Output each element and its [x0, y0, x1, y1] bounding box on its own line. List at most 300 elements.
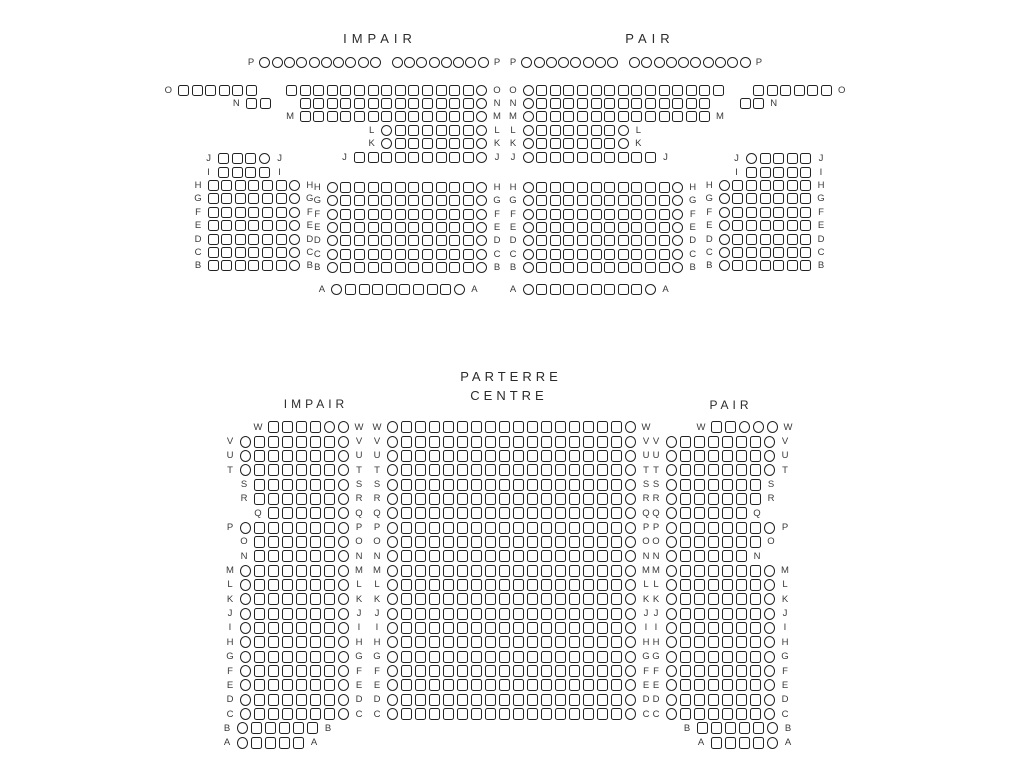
seat[interactable]: [708, 651, 719, 663]
seat[interactable]: [719, 247, 730, 258]
seat[interactable]: [764, 636, 775, 648]
seat[interactable]: [527, 565, 538, 577]
seat[interactable]: [678, 57, 689, 68]
seat[interactable]: [541, 622, 552, 634]
seat[interactable]: [583, 550, 594, 562]
seat[interactable]: [268, 421, 279, 433]
seat[interactable]: [722, 708, 733, 720]
seat[interactable]: [368, 182, 379, 193]
seat[interactable]: [787, 234, 798, 245]
seat[interactable]: [338, 421, 349, 433]
seat[interactable]: [659, 182, 670, 193]
seat[interactable]: [536, 182, 547, 193]
seat[interactable]: [296, 579, 307, 591]
seat[interactable]: [583, 708, 594, 720]
seat[interactable]: [722, 464, 733, 476]
seat[interactable]: [499, 708, 510, 720]
seat[interactable]: [659, 85, 670, 96]
seat[interactable]: [550, 98, 561, 109]
seat[interactable]: [694, 651, 705, 663]
seat[interactable]: [708, 550, 719, 562]
seat[interactable]: [449, 125, 460, 136]
seat[interactable]: [680, 522, 691, 534]
seat[interactable]: [672, 249, 683, 260]
seat[interactable]: [711, 421, 722, 433]
seat[interactable]: [523, 284, 534, 295]
seat[interactable]: [443, 493, 454, 505]
seat[interactable]: [536, 138, 547, 149]
seat[interactable]: [699, 98, 710, 109]
seat[interactable]: [485, 565, 496, 577]
seat[interactable]: [368, 98, 379, 109]
seat[interactable]: [577, 209, 588, 220]
seat[interactable]: [415, 536, 426, 548]
seat[interactable]: [736, 565, 747, 577]
seat[interactable]: [471, 636, 482, 648]
seat[interactable]: [449, 222, 460, 233]
seat[interactable]: [563, 138, 574, 149]
seat[interactable]: [268, 593, 279, 605]
seat[interactable]: [485, 622, 496, 634]
seat[interactable]: [436, 138, 447, 149]
seat[interactable]: [631, 195, 642, 206]
seat[interactable]: [577, 262, 588, 273]
seat[interactable]: [523, 111, 534, 122]
seat[interactable]: [282, 464, 293, 476]
seat[interactable]: [408, 209, 419, 220]
seat[interactable]: [499, 608, 510, 620]
seat[interactable]: [591, 209, 602, 220]
seat[interactable]: [555, 622, 566, 634]
seat[interactable]: [401, 479, 412, 491]
seat[interactable]: [387, 579, 398, 591]
seat[interactable]: [541, 507, 552, 519]
seat[interactable]: [760, 220, 771, 231]
seat[interactable]: [443, 507, 454, 519]
seat[interactable]: [591, 195, 602, 206]
seat[interactable]: [381, 138, 392, 149]
seat[interactable]: [787, 207, 798, 218]
seat[interactable]: [282, 565, 293, 577]
seat[interactable]: [536, 111, 547, 122]
seat[interactable]: [736, 593, 747, 605]
seat[interactable]: [555, 550, 566, 562]
seat[interactable]: [541, 522, 552, 534]
seat[interactable]: [395, 111, 406, 122]
seat[interactable]: [354, 111, 365, 122]
seat[interactable]: [604, 85, 615, 96]
seat[interactable]: [254, 593, 265, 605]
seat[interactable]: [395, 125, 406, 136]
seat[interactable]: [708, 493, 719, 505]
seat[interactable]: [457, 679, 468, 691]
seat[interactable]: [429, 636, 440, 648]
seat[interactable]: [240, 593, 251, 605]
seat[interactable]: [764, 679, 775, 691]
seat[interactable]: [736, 479, 747, 491]
seat[interactable]: [631, 111, 642, 122]
seat[interactable]: [583, 636, 594, 648]
seat[interactable]: [296, 479, 307, 491]
seat[interactable]: [354, 85, 365, 96]
seat[interactable]: [527, 679, 538, 691]
seat[interactable]: [618, 262, 629, 273]
seat[interactable]: [296, 450, 307, 462]
seat[interactable]: [268, 450, 279, 462]
seat[interactable]: [527, 608, 538, 620]
seat[interactable]: [555, 421, 566, 433]
seat[interactable]: [354, 182, 365, 193]
seat[interactable]: [296, 464, 307, 476]
seat[interactable]: [324, 708, 335, 720]
seat[interactable]: [569, 708, 580, 720]
seat[interactable]: [773, 260, 784, 271]
seat[interactable]: [401, 622, 412, 634]
seat[interactable]: [550, 284, 561, 295]
seat[interactable]: [254, 608, 265, 620]
seat[interactable]: [666, 550, 677, 562]
seat[interactable]: [368, 249, 379, 260]
seat[interactable]: [296, 593, 307, 605]
seat[interactable]: [443, 436, 454, 448]
seat[interactable]: [577, 182, 588, 193]
seat[interactable]: [387, 565, 398, 577]
seat[interactable]: [268, 694, 279, 706]
seat[interactable]: [750, 636, 761, 648]
seat[interactable]: [415, 593, 426, 605]
seat[interactable]: [760, 153, 771, 164]
seat[interactable]: [555, 608, 566, 620]
seat[interactable]: [607, 57, 618, 68]
seat[interactable]: [625, 636, 636, 648]
seat[interactable]: [422, 222, 433, 233]
seat[interactable]: [618, 209, 629, 220]
seat[interactable]: [415, 679, 426, 691]
seat[interactable]: [536, 262, 547, 273]
seat[interactable]: [354, 209, 365, 220]
seat[interactable]: [327, 235, 338, 246]
seat[interactable]: [401, 421, 412, 433]
seat[interactable]: [631, 98, 642, 109]
seat[interactable]: [618, 111, 629, 122]
seat[interactable]: [583, 436, 594, 448]
seat[interactable]: [513, 522, 524, 534]
seat[interactable]: [324, 665, 335, 677]
seat[interactable]: [583, 522, 594, 534]
seat[interactable]: [686, 85, 697, 96]
seat[interactable]: [736, 608, 747, 620]
seat[interactable]: [577, 195, 588, 206]
seat[interactable]: [625, 464, 636, 476]
seat[interactable]: [764, 665, 775, 677]
seat[interactable]: [354, 98, 365, 109]
seat[interactable]: [499, 493, 510, 505]
seat[interactable]: [282, 507, 293, 519]
seat[interactable]: [659, 195, 670, 206]
seat[interactable]: [499, 636, 510, 648]
seat[interactable]: [443, 550, 454, 562]
seat[interactable]: [268, 651, 279, 663]
seat[interactable]: [240, 436, 251, 448]
seat[interactable]: [672, 262, 683, 273]
seat[interactable]: [401, 550, 412, 562]
seat[interactable]: [631, 209, 642, 220]
seat[interactable]: [443, 522, 454, 534]
seat[interactable]: [694, 536, 705, 548]
seat[interactable]: [457, 636, 468, 648]
seat[interactable]: [471, 450, 482, 462]
seat[interactable]: [178, 85, 189, 96]
seat[interactable]: [555, 450, 566, 462]
seat[interactable]: [618, 249, 629, 260]
seat[interactable]: [415, 507, 426, 519]
seat[interactable]: [597, 622, 608, 634]
seat[interactable]: [536, 85, 547, 96]
seat[interactable]: [569, 522, 580, 534]
seat[interactable]: [324, 608, 335, 620]
seat[interactable]: [246, 98, 257, 109]
seat[interactable]: [625, 694, 636, 706]
seat[interactable]: [436, 209, 447, 220]
seat[interactable]: [387, 493, 398, 505]
seat[interactable]: [527, 522, 538, 534]
seat[interactable]: [625, 550, 636, 562]
seat[interactable]: [499, 622, 510, 634]
seat[interactable]: [268, 565, 279, 577]
seat[interactable]: [436, 249, 447, 260]
seat[interactable]: [569, 579, 580, 591]
seat[interactable]: [625, 593, 636, 605]
seat[interactable]: [457, 708, 468, 720]
seat[interactable]: [740, 57, 751, 68]
seat[interactable]: [443, 636, 454, 648]
seat[interactable]: [240, 651, 251, 663]
seat[interactable]: [645, 182, 656, 193]
seat[interactable]: [694, 464, 705, 476]
seat[interactable]: [750, 450, 761, 462]
seat[interactable]: [680, 708, 691, 720]
seat[interactable]: [268, 665, 279, 677]
seat[interactable]: [697, 722, 708, 734]
seat[interactable]: [680, 665, 691, 677]
seat[interactable]: [401, 708, 412, 720]
seat[interactable]: [750, 708, 761, 720]
seat[interactable]: [625, 536, 636, 548]
seat[interactable]: [268, 708, 279, 720]
seat[interactable]: [327, 249, 338, 260]
seat[interactable]: [555, 479, 566, 491]
seat[interactable]: [415, 708, 426, 720]
seat[interactable]: [541, 636, 552, 648]
seat[interactable]: [618, 138, 629, 149]
seat[interactable]: [415, 493, 426, 505]
seat[interactable]: [527, 694, 538, 706]
seat[interactable]: [513, 636, 524, 648]
seat[interactable]: [746, 193, 757, 204]
seat[interactable]: [550, 222, 561, 233]
seat[interactable]: [296, 536, 307, 548]
seat[interactable]: [310, 593, 321, 605]
seat[interactable]: [780, 85, 791, 96]
seat[interactable]: [555, 507, 566, 519]
seat[interactable]: [345, 284, 356, 295]
seat[interactable]: [471, 694, 482, 706]
seat[interactable]: [800, 234, 811, 245]
seat[interactable]: [422, 85, 433, 96]
seat[interactable]: [555, 522, 566, 534]
seat[interactable]: [680, 579, 691, 591]
seat[interactable]: [550, 262, 561, 273]
seat[interactable]: [604, 98, 615, 109]
seat[interactable]: [422, 209, 433, 220]
seat[interactable]: [476, 85, 487, 96]
seat[interactable]: [401, 464, 412, 476]
seat[interactable]: [611, 565, 622, 577]
seat[interactable]: [577, 125, 588, 136]
seat[interactable]: [381, 209, 392, 220]
seat[interactable]: [672, 209, 683, 220]
seat[interactable]: [293, 737, 304, 749]
seat[interactable]: [436, 235, 447, 246]
seat[interactable]: [773, 234, 784, 245]
seat[interactable]: [694, 522, 705, 534]
seat[interactable]: [563, 249, 574, 260]
seat[interactable]: [354, 262, 365, 273]
seat[interactable]: [476, 209, 487, 220]
seat[interactable]: [272, 57, 283, 68]
seat[interactable]: [536, 235, 547, 246]
seat[interactable]: [618, 85, 629, 96]
seat[interactable]: [401, 565, 412, 577]
seat[interactable]: [591, 85, 602, 96]
seat[interactable]: [694, 493, 705, 505]
seat[interactable]: [736, 636, 747, 648]
seat[interactable]: [415, 565, 426, 577]
seat[interactable]: [408, 235, 419, 246]
seat[interactable]: [340, 249, 351, 260]
seat[interactable]: [429, 522, 440, 534]
seat[interactable]: [387, 694, 398, 706]
seat[interactable]: [254, 708, 265, 720]
seat[interactable]: [429, 479, 440, 491]
seat[interactable]: [513, 593, 524, 605]
seat[interactable]: [310, 694, 321, 706]
seat[interactable]: [457, 421, 468, 433]
seat[interactable]: [722, 593, 733, 605]
seat[interactable]: [666, 436, 677, 448]
seat[interactable]: [240, 579, 251, 591]
seat[interactable]: [618, 222, 629, 233]
seat[interactable]: [471, 608, 482, 620]
seat[interactable]: [569, 636, 580, 648]
seat[interactable]: [254, 694, 265, 706]
seat[interactable]: [381, 125, 392, 136]
seat[interactable]: [415, 636, 426, 648]
seat[interactable]: [708, 522, 719, 534]
seat[interactable]: [527, 622, 538, 634]
seat[interactable]: [672, 222, 683, 233]
seat[interactable]: [569, 593, 580, 605]
seat[interactable]: [680, 536, 691, 548]
seat[interactable]: [764, 522, 775, 534]
seat[interactable]: [694, 622, 705, 634]
seat[interactable]: [324, 679, 335, 691]
seat[interactable]: [787, 247, 798, 258]
seat[interactable]: [694, 593, 705, 605]
seat[interactable]: [443, 579, 454, 591]
seat[interactable]: [513, 651, 524, 663]
seat[interactable]: [536, 249, 547, 260]
seat[interactable]: [485, 608, 496, 620]
seat[interactable]: [577, 235, 588, 246]
seat[interactable]: [583, 679, 594, 691]
seat[interactable]: [555, 651, 566, 663]
seat[interactable]: [415, 450, 426, 462]
seat[interactable]: [569, 479, 580, 491]
seat[interactable]: [527, 579, 538, 591]
seat[interactable]: [645, 111, 656, 122]
seat[interactable]: [457, 550, 468, 562]
seat[interactable]: [401, 593, 412, 605]
seat[interactable]: [310, 536, 321, 548]
seat[interactable]: [457, 622, 468, 634]
seat[interactable]: [370, 57, 381, 68]
seat[interactable]: [680, 493, 691, 505]
seat[interactable]: [523, 125, 534, 136]
seat[interactable]: [387, 479, 398, 491]
seat[interactable]: [453, 57, 464, 68]
seat[interactable]: [736, 665, 747, 677]
seat[interactable]: [327, 182, 338, 193]
seat[interactable]: [499, 593, 510, 605]
seat[interactable]: [296, 421, 307, 433]
seat[interactable]: [611, 622, 622, 634]
seat[interactable]: [324, 565, 335, 577]
seat[interactable]: [694, 708, 705, 720]
seat[interactable]: [401, 507, 412, 519]
seat[interactable]: [422, 195, 433, 206]
seat[interactable]: [527, 464, 538, 476]
seat[interactable]: [310, 708, 321, 720]
seat[interactable]: [604, 249, 615, 260]
seat[interactable]: [310, 651, 321, 663]
seat[interactable]: [251, 722, 262, 734]
seat[interactable]: [401, 651, 412, 663]
seat[interactable]: [541, 450, 552, 462]
seat[interactable]: [338, 565, 349, 577]
seat[interactable]: [324, 550, 335, 562]
seat[interactable]: [618, 284, 629, 295]
seat[interactable]: [296, 679, 307, 691]
seat[interactable]: [739, 737, 750, 749]
seat[interactable]: [449, 98, 460, 109]
seat[interactable]: [338, 450, 349, 462]
seat[interactable]: [471, 679, 482, 691]
seat[interactable]: [541, 436, 552, 448]
seat[interactable]: [536, 209, 547, 220]
seat[interactable]: [240, 565, 251, 577]
seat[interactable]: [404, 57, 415, 68]
seat[interactable]: [736, 464, 747, 476]
seat[interactable]: [719, 207, 730, 218]
seat[interactable]: [429, 708, 440, 720]
seat[interactable]: [583, 464, 594, 476]
seat[interactable]: [541, 550, 552, 562]
seat[interactable]: [499, 651, 510, 663]
seat[interactable]: [476, 182, 487, 193]
seat[interactable]: [368, 195, 379, 206]
seat[interactable]: [338, 708, 349, 720]
